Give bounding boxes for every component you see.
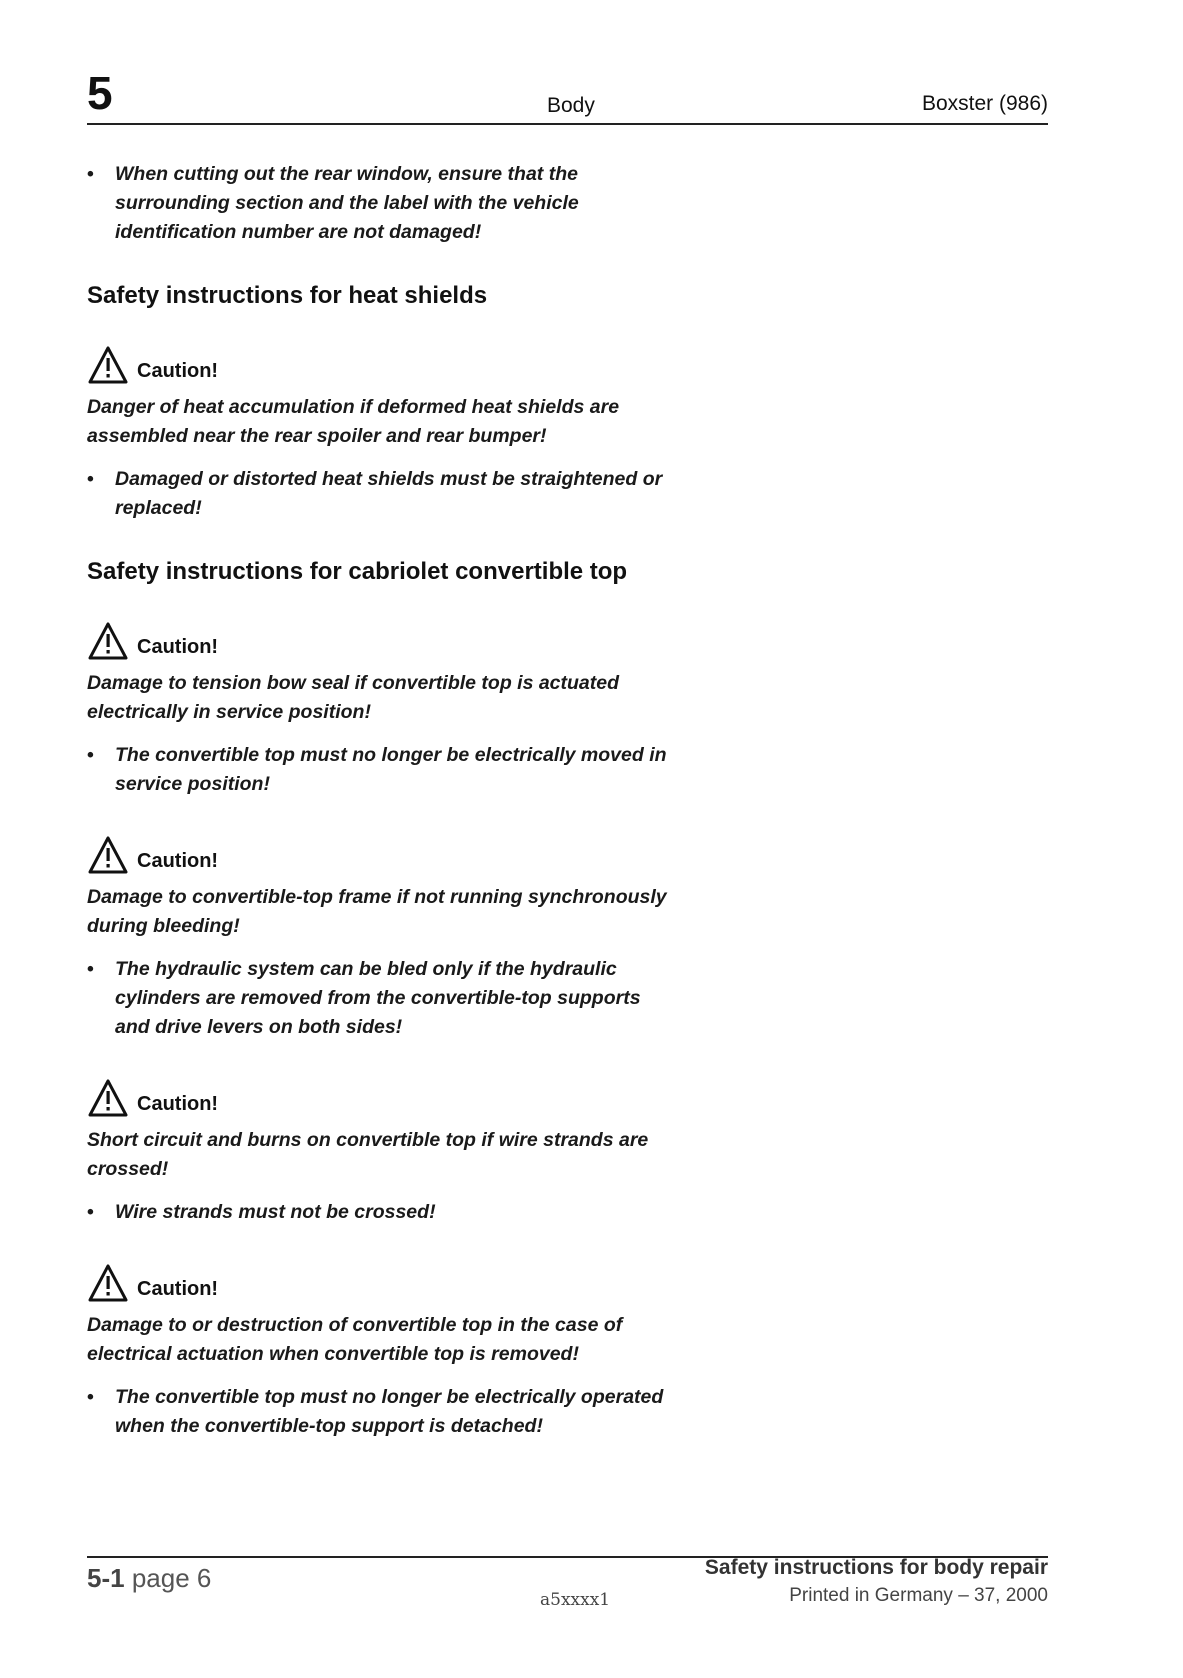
caution-bullet: • The hydraulic system can be bled only if the hydraulic cylinders are removed from the convertible-top supports and drive levers on both sides! — [87, 955, 667, 1042]
caution-bullet: • Wire strands must not be crossed! — [87, 1198, 667, 1227]
section-heading-heat-shields: Safety instructions for heat shields — [87, 282, 488, 309]
caution-header — [87, 339, 667, 385]
warning-triangle-icon — [87, 835, 129, 875]
caution-text: Damage to or destruction of convertible top in the case of electrical actuation when convertible top is removed! — [87, 1314, 623, 1365]
footer-print-note: Printed in Germany – 37, 2000 — [789, 1585, 1048, 1606]
caution-label: Caution! — [137, 1093, 219, 1115]
footer-code: a5xxxx1 — [540, 1590, 611, 1610]
header-title: Body — [547, 94, 595, 117]
page-content — [87, 160, 667, 1441]
warning-triangle-icon — [87, 1263, 129, 1303]
warning-triangle-icon — [87, 1078, 129, 1118]
caution-text: Damage to tension bow seal if convertible top is actuated electrically in service position! — [87, 672, 620, 723]
caution-header — [87, 829, 667, 875]
caution-bullet: • Damaged or distorted heat shields must be straightened or replaced! — [87, 465, 667, 523]
warning-triangle-icon — [87, 345, 129, 385]
footer-page-number — [87, 1563, 211, 1594]
caution-label: Caution! — [137, 850, 219, 872]
caution-text: Short circuit and burns on convertible top if wire strands are crossed! — [87, 1129, 649, 1180]
caution-header — [87, 1257, 667, 1303]
caution-header — [87, 1072, 667, 1118]
intro-bullet: • When cutting out the rear window, ensure that the surrounding section and the label with the vehicle identification number are not damaged! — [87, 160, 667, 247]
footer-title: Safety instructions for body repair — [704, 1556, 1048, 1579]
header-rule — [87, 123, 1048, 125]
warning-triangle-icon — [87, 621, 129, 661]
chapter-number: 5 — [87, 67, 113, 119]
caution-bullet: • The convertible top must no longer be electrically moved in service position! — [87, 741, 667, 799]
caution-label: Caution! — [137, 360, 219, 382]
footer-page-label: page 6 — [131, 1563, 212, 1593]
footer-page-ref: 5-1 — [87, 1563, 125, 1593]
section-heading-convertible-top: Safety instructions for cabriolet convertible top — [87, 558, 628, 585]
caution-label: Caution! — [137, 1278, 219, 1300]
caution-text: Danger of heat accumulation if deformed heat shields are assembled near the rear spoiler and rear bumper! — [87, 396, 620, 447]
page-header — [87, 67, 1048, 126]
caution-label: Caution! — [137, 636, 219, 658]
caution-text: Damage to convertible-top frame if not running synchronously during bleeding! — [87, 886, 667, 937]
header-model: Boxster (986) — [921, 92, 1048, 115]
caution-bullet: • The convertible top must no longer be electrically operated when the convertible-top support is detached! — [87, 1383, 667, 1441]
caution-header — [87, 615, 667, 661]
